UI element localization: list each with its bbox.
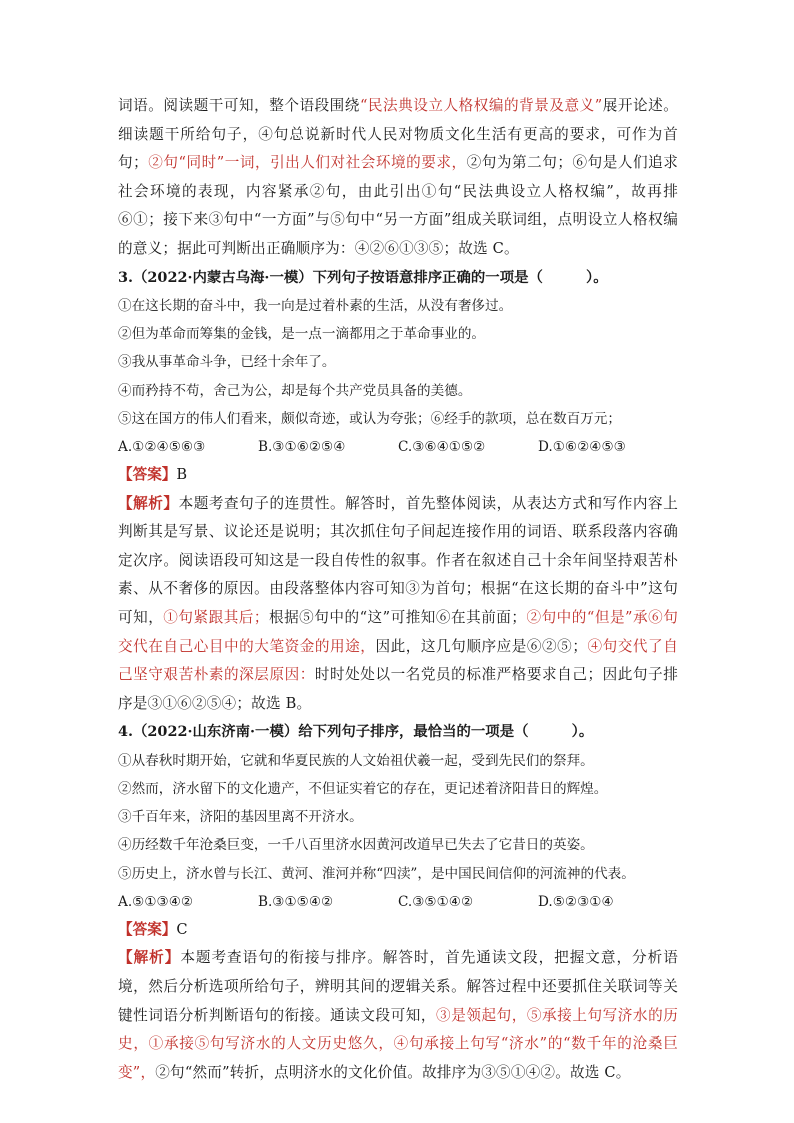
q4-analysis-segment: ②句“然而”转折，点明济水的文化价值。故排序为③⑤①④②。故选 C。 [155,1063,631,1081]
question-3-analysis [118,490,678,719]
question-4-options [118,888,678,916]
question-4-answer [118,916,678,944]
q3-analysis-segment: ①句紧跟其后； [163,608,269,626]
answer-tag: 【答案】 [118,466,177,484]
answer-value: C [176,920,188,938]
q4-sentence-4: ④历经数千年沧桑巨变，一千八百里济水因黄河改道早已失去了它昔日的英姿。 [118,837,594,854]
analysis-tag: 【解析】 [118,949,181,967]
q3-option-a: A.①②④⑤⑥③ [118,438,206,455]
question-4-sentences [118,747,678,888]
intro-segment: 展开论述。细读题干所给句子，④句总说新时代人民对物质文化生活有更高的要求，可作为首句； [118,97,678,172]
q3-analysis-segment: ④句交代了自己坚守艰苦朴素的深层原因： [118,637,678,684]
analysis-tag: 【解析】 [118,494,179,512]
q4-analysis-segment: ③是领起句，⑤承接上句写济水的历史，①承接⑤句写济水的人文历史悠久，④句承接上句写“济水”的“数千年的沧桑巨变”， [118,1006,679,1081]
document-page [118,92,678,1087]
q4-sentence-5: ⑤历史上，济水曾与长江、黄河、淮河并称“四渎”，是中国民间信仰的河流神的代表。 [118,865,635,882]
q4-sentence-1: ①从春秋时期开始，它就和华夏民族的人文始祖伏羲一起，受到先民们的祭拜。 [118,752,594,769]
q4-analysis-segment: 本题考查语句的衔接与排序。解答时，首先通读文段，把握文意，分析语境，然后分析选项所给句子，辨明其间的逻辑关系。解答过程中还要抓住关联词等关键性词语分析判断语句的衔接。通读文段可知， [118,949,678,1024]
intro-segment: “民法典设立人格权编的背景及意义” [359,97,603,114]
intro-paragraph [118,92,678,264]
q3-sentence-5: ⑤这在国方的伟人们看来，颇似奇迹，或认为夸张；⑥经手的款项，总在数百万元； [118,410,621,427]
question-4-analysis [118,944,678,1087]
q4-option-b: B.③①⑤④② [258,893,334,910]
question-3-sentences [118,292,678,433]
q3-analysis-segment: 因此，这几句顺序应是⑥②⑤； [375,637,588,655]
answer-tag: 【答案】 [118,920,177,938]
q3-sentence-1: ①在这长期的奋斗中，我一向是过着朴素的生活，从没有奢侈过。 [118,297,513,314]
q4-option-a: A.⑤①③④② [118,893,194,910]
q3-option-b: B.③①⑥②⑤④ [258,438,346,455]
question-3-title: 3.（2022·内蒙古乌海·一模）下列句子按语意排序正确的一项是（ ）。 [118,268,608,286]
q3-sentence-2: ②但为革命而筹集的金钱，是一点一滴都用之于革命事业的。 [118,326,486,343]
question-3-answer [118,461,678,489]
intro-segment: 词语。阅读题干可知，整个语段围绕 [118,97,360,114]
q4-option-c: C.③⑤①④② [398,893,474,910]
q3-sentence-3: ③我从事革命斗争，已经十余年了。 [118,354,336,371]
question-4-title: 4.（2022·山东济南·一模）给下列句子排序，最恰当的一项是（ ）。 [118,723,594,741]
q3-sentence-4: ④而矜持不苟，舍己为公，却是每个共产党员具备的美德。 [118,382,472,399]
answer-value: B [176,466,188,484]
q3-analysis-segment: ②句中的“但是”承⑥句交代在自己心目中的大笔资金的用途， [118,608,678,655]
intro-segment: ②句为第二句；⑥句是人们追求社会环境的表现，内容紧承②句，由此引出①句“民法典设立人格权编”，故再排⑥①；接下来③句中“一方面”与⑤句中“另一方面”组成关联词组，点明设立人格权编的意义；据此可判断出正确顺序为：④②⑥①③⑤；故选 C。 [118,154,678,257]
q3-option-d: D.①⑥②④⑤③ [538,438,626,455]
q3-analysis-segment: 本题考查句子的连贯性。解答时，首先整体阅读，从表达方式和写作内容上判断其是写景、议论还是说明；其次抓住句子间起连接作用的词语、联系段落内容确定次序。阅读语段可知这是一段自传性的叙事。作者在叙述自己十余年间坚持艰苦朴素、从不奢侈的原因。由段落整体内容可知③为首句；根据“在这长期的奋斗中”这句可知， [118,494,678,626]
q3-analysis-segment: 根据⑤句中的“这”可推知⑥在其前面； [268,608,527,626]
intro-segment: ②句“同时”一词，引出人们对社会环境的要求， [147,154,467,172]
q4-sentence-2: ②然而，济水留下的文化遗产，不但证实着它的存在，更记述着济阳昔日的辉煌。 [118,780,608,797]
q3-option-c: C.③⑥④①⑤② [398,438,486,455]
q4-sentence-3: ③千百年来，济阳的基因里离不开济水。 [118,809,363,826]
question-3-options [118,433,678,461]
q3-analysis-segment: 时时处处以一名党员的标准严格要求自己；因此句子排序是③①⑥②⑤④；故选 B。 [118,666,678,712]
q4-option-d: D.⑤②③①④ [538,893,614,910]
